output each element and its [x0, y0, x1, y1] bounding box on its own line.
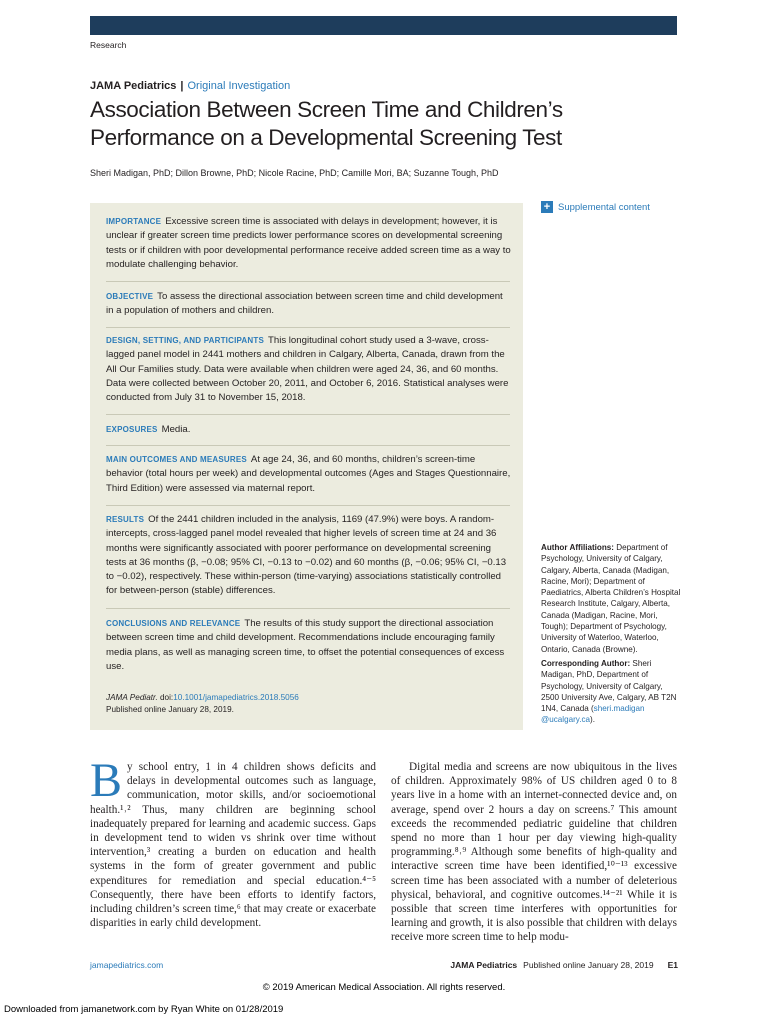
footer-journal: JAMA Pediatrics [450, 960, 518, 970]
abstract-heading: MAIN OUTCOMES AND MEASURES [106, 455, 247, 464]
author-affiliations [541, 542, 681, 726]
doi-link[interactable]: 10.1001/jamapediatrics.2018.5056 [173, 693, 299, 702]
abstract-design [106, 334, 511, 405]
divider [106, 327, 510, 328]
abstract-text: Media. [161, 424, 191, 435]
supplemental-label: Supplemental content [558, 201, 650, 213]
abstract-conclusions [106, 617, 511, 674]
body-paragraph: Digital media and screens are now ubiquitous in the lives of children. Approximately 98% of US children aged 0 to 8 years live in a home with an internet-connected device and, on average, spend over 2 hours a day on screens.⁷ This amount exceeds the recommended pediatric guideline that children spend no more than 1 hour per day viewing high-quality programming.⁸˒⁹ Although some benefits of high-quality and interactive screen time have been identified,¹⁰⁻¹³ excessive screen time has been associated with a number of deleterious physical, behavioral, and cognitive outcomes.¹⁴⁻²¹ While it is possible that screen time interferes with opportunities for learning and growth, it is also possible that children with delays receive more screen time to help modu- [391, 761, 677, 944]
abstract-heading: IMPORTANCE [106, 217, 162, 226]
abstract-outcomes [106, 453, 511, 496]
abstract-text: To assess the directional association between screen time and child development in a population of mothers and children. [106, 291, 503, 317]
published-date: Published online January 28, 2019. [106, 705, 234, 714]
section-label: Research [90, 40, 127, 50]
journal-separator: | [180, 80, 184, 92]
article-title: Association Between Screen Time and Children’s Performance on a Developmental Screening Test [90, 97, 563, 150]
corresponding-text: Sheri Madigan, PhD, Department of Psychology, University of Calgary, 2500 University Ave, Calgary, AB T2N 1N4, Canada ( [541, 658, 677, 714]
divider [106, 608, 510, 609]
abstract-results [106, 513, 511, 599]
article-type-link[interactable]: Original Investigation [187, 80, 291, 92]
abstract-text: Of the 2441 children included in the analysis, 1169 (47.9%) were boys. A random-intercepts, cross-lagged panel model revealed that higher levels of screen time at 24 and 36 months were significantly associated with poorer performance on developmental screening tests at 36 months (β, −0.08; 95% CI, −0.13 to −0.02) and 60 months (β, −0.06; 95% CI, −0.13 to −0.02), respectively. These within-person (time-varying) associations statistically controlled for between-person (stable) differences. [106, 514, 507, 597]
footer-url-link[interactable]: jamapediatrics.com [90, 960, 164, 970]
footer-info [450, 960, 678, 970]
corresponding-author-block [541, 658, 681, 726]
abstract-heading: CONCLUSIONS AND RELEVANCE [106, 619, 241, 628]
corresponding-end: ). [590, 715, 595, 725]
journal-name: JAMA Pediatrics [90, 80, 177, 92]
abstract-text: At age 24, 36, and 60 months, children’s screen-time behavior (total hours per week) and developmental outcomes (Ages and Stages Questionnaire, Third Edition) were assessed via maternal report. [106, 454, 511, 494]
email-link[interactable]: sheri.madigan @ucalgary.ca [541, 704, 645, 725]
header-bar [90, 16, 677, 35]
abstract-text: Excessive screen time is associated with delays in development; however, it is unclear if greater screen time predicts lower performance scores on developmental screening tests or if children with poor developmental performance receive added screen time as a way to modulate challenging behavior. [106, 216, 511, 270]
abstract-heading: EXPOSURES [106, 425, 158, 434]
footer-published: Published online January 28, 2019 [523, 960, 654, 970]
abstract-exposures [106, 423, 511, 437]
download-notice: Downloaded from jamanetwork.com by Ryan White on 01/28/2019 [4, 1004, 284, 1015]
affiliations-block [541, 542, 681, 655]
citation [106, 692, 299, 716]
divider [106, 445, 510, 446]
author-list: Sheri Madigan, PhD; Dillon Browne, PhD; Nicole Racine, PhD; Camille Mori, BA; Suzanne Tough, PhD [90, 168, 499, 178]
abstract-text: The results of this study support the directional association between screen time and child development. Recommendations include encouraging family media plans, as well as managing screen time, to offset the potential consequences of excess use. [106, 618, 505, 672]
abstract-heading: OBJECTIVE [106, 292, 154, 301]
body-paragraph: y school entry, 1 in 4 children shows deficits and delays in developmental outcomes such as language, communication, motor skills, and/or socioemotional health.¹˒² Thus, many children are beginning school inadequately prepared for learning and academic success. Gaps in development tend to widen vs shrink over time without intervention,³ creating a burden on education and health systems in the form of greater government and public expenditures for remediation and special education.⁴⁻⁵ Consequently, there have been efforts to identify factors, including children’s screen time,⁶ that may create or exacerbate disparities in early child development. [90, 761, 376, 930]
journal-line [90, 80, 290, 92]
abstract-importance [106, 215, 511, 272]
citation-doi-line [106, 692, 299, 704]
supplemental-content-link[interactable] [541, 201, 650, 213]
divider [106, 281, 510, 282]
abstract-text: This longitudinal cohort study used a 3-wave, cross-lagged panel model in 2441 mothers and children in Calgary, Alberta, Canada, drawn from the All Our Families study. Data were available when children were aged 24, 36, and 60 months. Data were collected between October 20, 2011, and October 6, 2016. Statistical analyses were conducted from July 31 to November 15, 2018. [106, 335, 509, 404]
divider [106, 414, 510, 415]
abstract-objective [106, 290, 511, 319]
journal-abbreviation: JAMA Pediatr. [106, 693, 158, 702]
affiliations-label: Author Affiliations: [541, 543, 614, 552]
affiliations-text: Department of Psychology, University of Calgary, Calgary, Alberta, Canada (Madigan, Racine, Mori); Department of Paediatrics, Alberta Children’s Hospital Research Institute, Calgary, Alberta, Canada (Madigan, Racine, Mori, Tough); Department of Psychology, University of Waterloo, Waterloo, Ontario, Canada (Browne). [541, 543, 681, 654]
corresponding-label: Corresponding Author: [541, 658, 631, 668]
body-column-left [90, 754, 376, 930]
abstract-box [90, 203, 523, 730]
abstract-heading: RESULTS [106, 515, 145, 524]
abstract-heading: DESIGN, SETTING, AND PARTICIPANTS [106, 336, 265, 345]
plus-icon: + [541, 201, 553, 213]
body-column-right [391, 760, 677, 945]
copyright-notice: © 2019 American Medical Association. All rights reserved. [262, 982, 506, 993]
divider [106, 505, 510, 506]
drop-cap: B [90, 754, 123, 807]
page-number: E1 [667, 960, 678, 970]
doi-prefix: doi: [157, 693, 174, 702]
